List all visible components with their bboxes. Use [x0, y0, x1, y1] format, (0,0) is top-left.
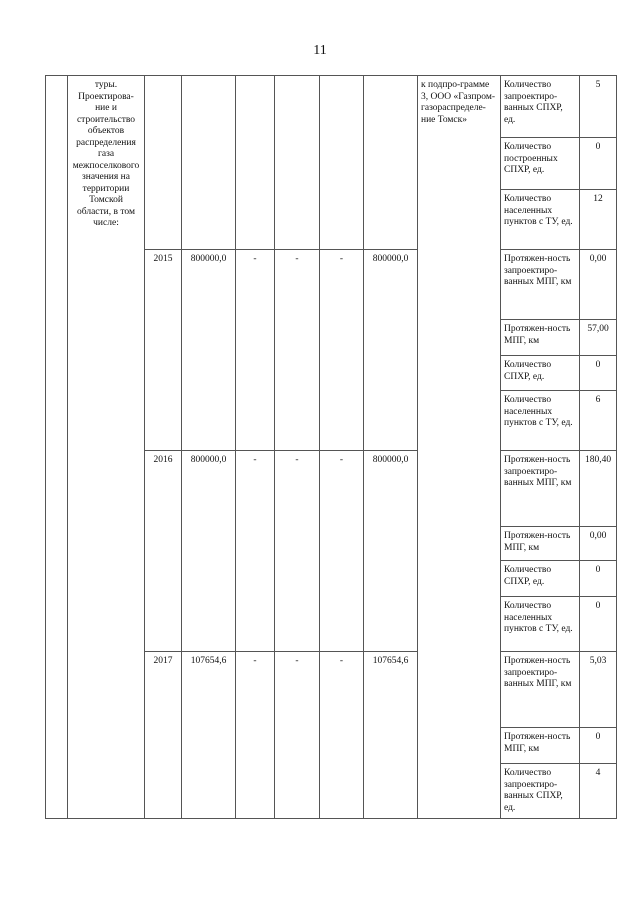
indicator-name: Количество населенных пунктов с ТУ, ед. [501, 391, 580, 451]
indicator-value: 5,03 [580, 652, 617, 728]
year-cell: 2015 [145, 250, 182, 451]
reg-cell [275, 76, 320, 250]
indicator-value: 6 [580, 391, 617, 451]
indicator-value: 0 [580, 561, 617, 597]
row-number-cell [46, 76, 68, 819]
program-table [45, 75, 617, 819]
executor-cell: к подпро-грамме 3, ООО «Газпром-газораспределе-ние Томск» [418, 76, 501, 819]
year-cell: 2016 [145, 451, 182, 652]
fed-cell: - [236, 652, 275, 819]
reg-cell: - [275, 451, 320, 652]
total-cell: 800000,0 [182, 250, 236, 451]
local-cell: - [320, 652, 364, 819]
indicator-value: 0,00 [580, 250, 617, 320]
total-cell [182, 76, 236, 250]
indicator-value: 4 [580, 764, 617, 819]
indicator-name: Количество построенных СПХР, ед. [501, 138, 580, 190]
local-cell [320, 76, 364, 250]
extra-cell [364, 76, 418, 250]
table-row [46, 76, 617, 138]
task-title: туры. Проектирова-ние и строительство объектов распределения газа межпоселкового значения на территории Томской области, в том числе: [68, 76, 145, 819]
indicator-name: Количество населенных пунктов с ТУ, ед. [501, 190, 580, 250]
indicator-value: 0 [580, 356, 617, 391]
local-cell: - [320, 250, 364, 451]
indicator-name: Протяжен-ность запроектиро-ванных МПГ, км [501, 451, 580, 527]
indicator-value: 0,00 [580, 527, 617, 561]
reg-cell: - [275, 652, 320, 819]
indicator-value: 0 [580, 728, 617, 764]
indicator-value: 12 [580, 190, 617, 250]
page-number: 11 [313, 43, 327, 58]
indicator-name: Количество СПХР, ед. [501, 356, 580, 391]
indicator-name: Протяжен-ность запроектиро-ванных МПГ, км [501, 652, 580, 728]
indicator-name: Количество населенных пунктов с ТУ, ед. [501, 597, 580, 652]
fed-cell [236, 76, 275, 250]
extra-cell: 800000,0 [364, 451, 418, 652]
indicator-value: 5 [580, 76, 617, 138]
year-cell: 2017 [145, 652, 182, 819]
extra-cell: 107654,6 [364, 652, 418, 819]
fed-cell: - [236, 451, 275, 652]
indicator-value: 0 [580, 597, 617, 652]
total-cell: 800000,0 [182, 451, 236, 652]
indicator-value: 180,40 [580, 451, 617, 527]
indicator-name: Протяжен-ность МПГ, км [501, 320, 580, 356]
indicator-name: Количество СПХР, ед. [501, 561, 580, 597]
indicator-name: Количество запроектиро-ванных СПХР, ед. [501, 76, 580, 138]
extra-cell: 800000,0 [364, 250, 418, 451]
year-cell [145, 76, 182, 250]
indicator-value: 0 [580, 138, 617, 190]
indicator-name: Количество запроектиро-ванных СПХР, ед. [501, 764, 580, 819]
indicator-name: Протяжен-ность запроектиро-ванных МПГ, км [501, 250, 580, 320]
indicator-value: 57,00 [580, 320, 617, 356]
indicator-name: Протяжен-ность МПГ, км [501, 527, 580, 561]
indicator-name: Протяжен-ность МПГ, км [501, 728, 580, 764]
fed-cell: - [236, 250, 275, 451]
local-cell: - [320, 451, 364, 652]
total-cell: 107654,6 [182, 652, 236, 819]
reg-cell: - [275, 250, 320, 451]
